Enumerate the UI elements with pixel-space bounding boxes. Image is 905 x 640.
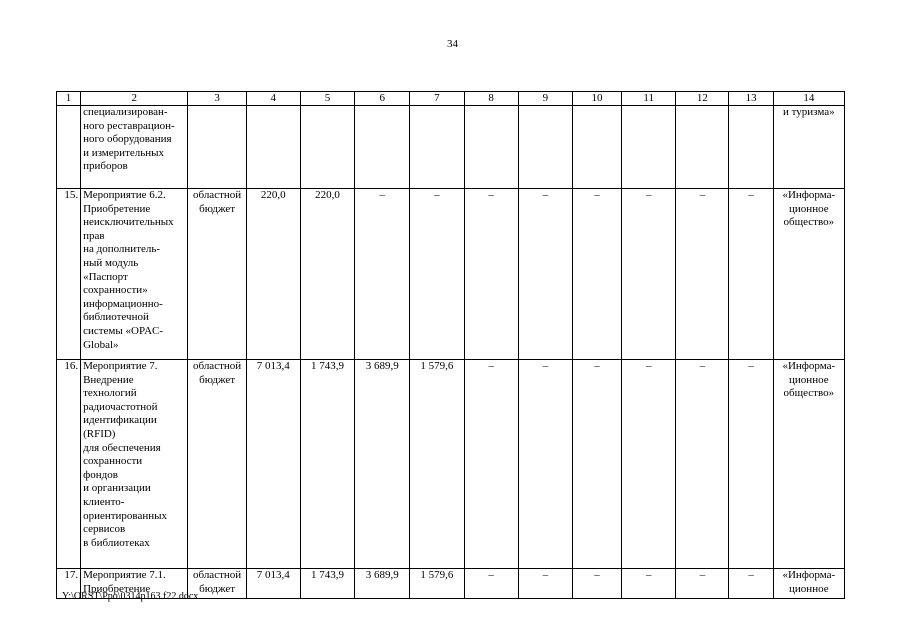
value-cell: 3 689,9 <box>355 360 410 569</box>
row-number: 16. <box>57 360 81 569</box>
file-path: Y:\ORST\Ppo\0314p163.f22.docx <box>62 591 199 602</box>
value-cell: – <box>572 360 621 569</box>
funding-source: областной бюджет <box>188 569 246 599</box>
item-name: Мероприятие 7.1. Приобретение <box>81 569 188 599</box>
value-cell: – <box>518 569 572 599</box>
funding-source: областной бюджет <box>188 360 246 569</box>
header-cell: 5 <box>300 92 354 106</box>
value-cell: – <box>464 569 518 599</box>
value-cell: 1 743,9 <box>300 360 354 569</box>
value-cell: – <box>410 189 464 360</box>
value-cell: – <box>518 189 572 360</box>
row-number: 15. <box>57 189 81 360</box>
header-cell: 1 <box>57 92 81 106</box>
header-cell: 11 <box>622 92 676 106</box>
value-cell: – <box>464 189 518 360</box>
value-cell: – <box>464 360 518 569</box>
value-cell: – <box>518 360 572 569</box>
value-cell: 1 743,9 <box>300 569 354 599</box>
table-row <box>57 360 845 569</box>
header-cell: 10 <box>572 92 621 106</box>
program-name: «Информа- ционное общество» <box>773 360 844 569</box>
item-name: Мероприятие 7. Внедрение технологий радиочастотной идентификации (RFID) для обеспечения сохранности фондов и организации клиенто- ориентированных сервисов в библиотеках <box>81 360 188 569</box>
item-name: Мероприятие 6.2. Приобретение неисключительных прав на дополнитель- ный модуль «Паспорт сохранности» информационно- библиотечной системы «OPAC- Global» <box>81 189 188 360</box>
item-name: специализирован- ного реставрацион- ного оборудования и измерительных приборов <box>81 106 188 189</box>
value-cell: 3 689,9 <box>355 569 410 599</box>
value-cell: – <box>622 569 676 599</box>
header-cell: 4 <box>246 92 300 106</box>
page-number: 34 <box>447 38 458 50</box>
value-cell: 7 013,4 <box>246 360 300 569</box>
value-cell: 220,0 <box>246 189 300 360</box>
value-cell: – <box>622 189 676 360</box>
funding-source: областной бюджет <box>188 189 246 360</box>
header-cell: 13 <box>729 92 773 106</box>
value-cell: – <box>676 360 729 569</box>
value-cell: – <box>355 189 410 360</box>
header-cell: 3 <box>188 92 246 106</box>
value-cell: – <box>729 569 773 599</box>
value-cell: – <box>572 189 621 360</box>
header-cell: 8 <box>464 92 518 106</box>
value-cell: – <box>572 569 621 599</box>
table-row <box>57 189 845 360</box>
data-table <box>56 91 845 599</box>
row-number: 17. <box>57 569 81 599</box>
continuation-row <box>57 106 845 189</box>
program-name: «Информа- ционное <box>773 569 844 599</box>
header-cell: 6 <box>355 92 410 106</box>
header-row <box>57 92 845 106</box>
value-cell: – <box>729 189 773 360</box>
value-cell: 7 013,4 <box>246 569 300 599</box>
value-cell: – <box>622 360 676 569</box>
value-cell: 220,0 <box>300 189 354 360</box>
value-cell: – <box>729 360 773 569</box>
header-cell: 2 <box>81 92 188 106</box>
header-cell: 14 <box>773 92 844 106</box>
header-cell: 9 <box>518 92 572 106</box>
program-name: «Информа- ционное общество» <box>773 189 844 360</box>
value-cell: 1 579,6 <box>410 569 464 599</box>
header-cell: 7 <box>410 92 464 106</box>
header-cell: 12 <box>676 92 729 106</box>
value-cell: – <box>676 569 729 599</box>
program-name: и туризма» <box>773 106 844 189</box>
value-cell: 1 579,6 <box>410 360 464 569</box>
value-cell: – <box>676 189 729 360</box>
